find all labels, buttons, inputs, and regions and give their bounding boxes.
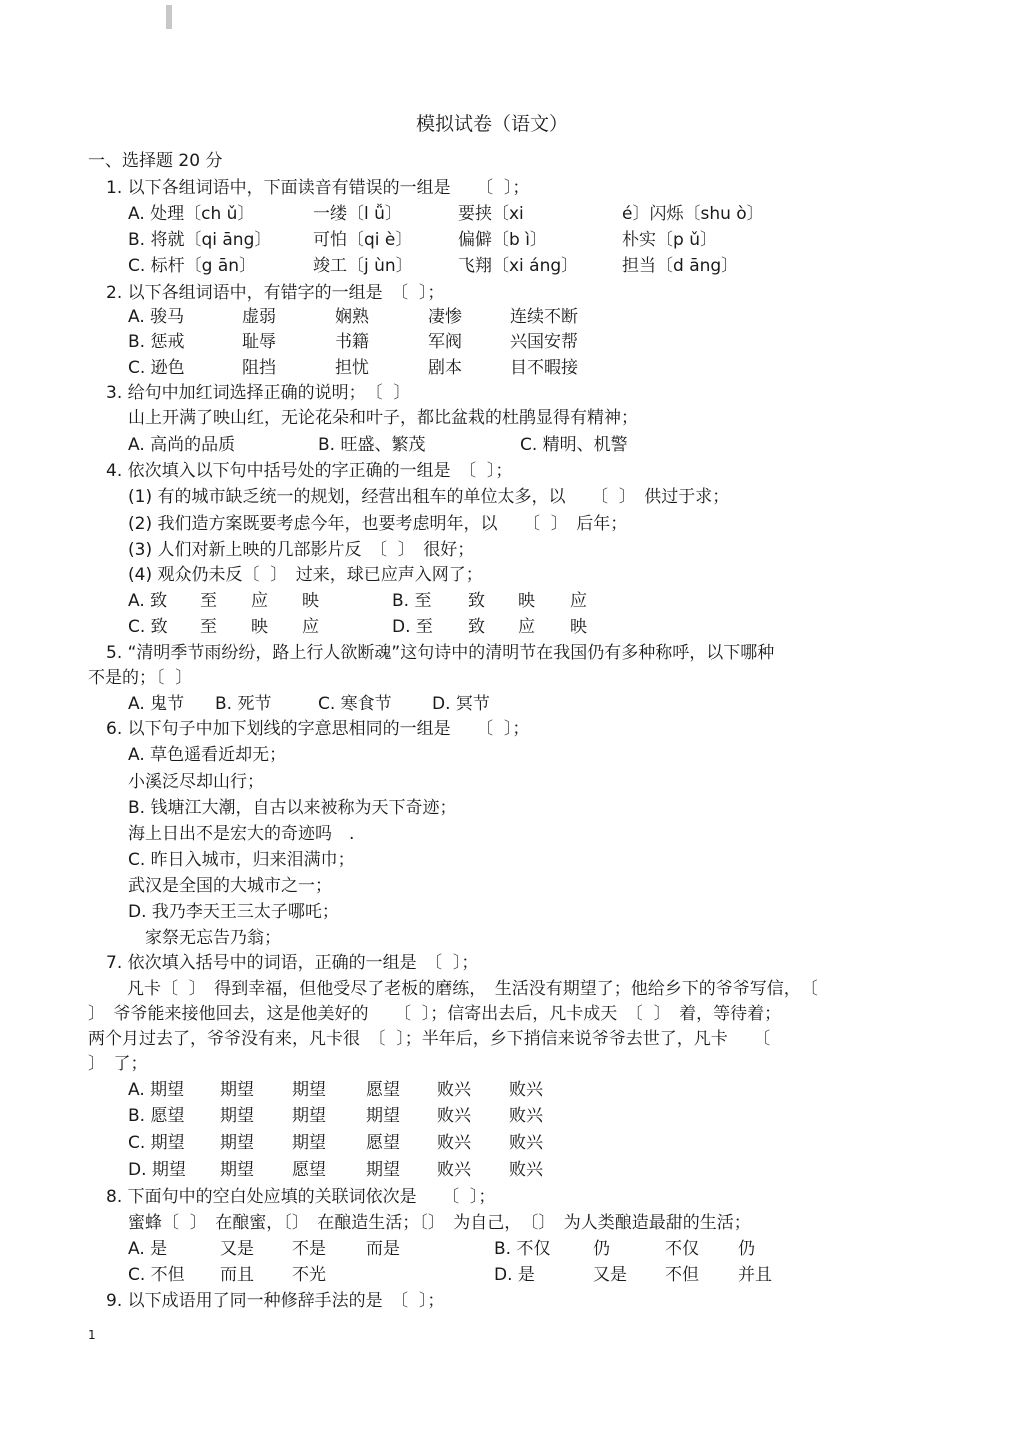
q4-item-3: (3) 人们对新上映的几部影片反 〔 〕 很好； bbox=[128, 540, 475, 560]
q8-option-cell: 仍 bbox=[593, 1239, 610, 1259]
q8-option-cell: 而且 bbox=[220, 1265, 254, 1285]
q4-option-cell: D. 至 bbox=[392, 617, 433, 637]
q8-option-cell: 不是 bbox=[292, 1239, 326, 1259]
q7-option-cell: 败兴 bbox=[437, 1106, 471, 1126]
q5-stem-continued: 不是的；〔 〕 bbox=[88, 668, 193, 688]
q7-option-cell: 败兴 bbox=[437, 1160, 471, 1180]
q4-option-cell: 映 bbox=[302, 591, 319, 611]
q8-stem: 8. 下面句中的空白处应填的关联词依次是 〔 〕； bbox=[106, 1187, 496, 1207]
q6-line: 海上日出不是宏大的奇迹吗 . bbox=[128, 824, 355, 844]
q8-option-cell: A. 是 bbox=[128, 1239, 168, 1259]
q7-option-cell: 愿望 bbox=[366, 1133, 400, 1153]
q4-option-cell: 映 bbox=[518, 591, 535, 611]
q3-option-c: C. 精明、机警 bbox=[520, 435, 628, 455]
q5-option-b: B. 死节 bbox=[215, 694, 272, 714]
q6-line: C. 昨日入城市，归来泪满巾； bbox=[128, 850, 355, 870]
q7-option-cell: A. 期望 bbox=[128, 1080, 185, 1100]
q7-option-cell: 期望 bbox=[292, 1133, 326, 1153]
q4-option-cell: 映 bbox=[570, 617, 587, 637]
q7-option-cell: 败兴 bbox=[509, 1160, 543, 1180]
q8-option-cell: B. 不仅 bbox=[494, 1239, 551, 1259]
q7-option-cell: D. 期望 bbox=[128, 1160, 186, 1180]
q1-option-cell: 可怕〔qi è〕 bbox=[313, 230, 413, 250]
q1-option-cell: 担当〔d āng〕 bbox=[622, 256, 739, 276]
q7-option-cell: 期望 bbox=[220, 1080, 254, 1100]
q7-option-cell: 败兴 bbox=[509, 1106, 543, 1126]
q2-stem: 2. 以下各组词语中，有错字的一组是 〔 〕； bbox=[106, 283, 445, 303]
q4-option-cell: A. 致 bbox=[128, 591, 168, 611]
q4-option-cell: 至 bbox=[200, 617, 217, 637]
q1-option-cell: A. 处理〔ch ǔ〕 bbox=[128, 204, 255, 224]
q3-sentence: 山上开满了映山红，无论花朵和叶子，都比盆栽的杜鹃显得有精神； bbox=[128, 408, 638, 428]
q9-stem: 9. 以下成语用了同一种修辞手法的是 〔 〕； bbox=[106, 1291, 445, 1311]
q1-option-cell: 偏僻〔b ì〕 bbox=[458, 230, 547, 250]
q8-option-cell: 又是 bbox=[593, 1265, 627, 1285]
q2-word-cell: 连续不断 bbox=[510, 307, 578, 327]
q7-passage-line: 两个月过去了，爷爷没有来，凡卡很 〔 〕；半年后，乡下捎信来说爷爷去世了，凡卡 〔 bbox=[88, 1029, 771, 1049]
q7-option-cell: 期望 bbox=[366, 1106, 400, 1126]
q1-stem: 1. 以下各组词语中，下面读音有错误的一组是 〔 〕； bbox=[106, 178, 530, 198]
q1-option-cell: B. 将就〔qi āng〕 bbox=[128, 230, 272, 250]
q4-option-cell: 应 bbox=[570, 591, 587, 611]
q2-word-cell: 军阀 bbox=[428, 332, 462, 352]
q2-word-cell: 耻辱 bbox=[242, 332, 276, 352]
q7-option-cell: B. 愿望 bbox=[128, 1106, 185, 1126]
q4-item-4: (4) 观众仍未反〔 〕 过来，球已应声入网了； bbox=[128, 565, 483, 585]
page-number: 1 bbox=[88, 1328, 96, 1342]
q4-stem: 4. 依次填入以下句中括号处的字正确的一组是 〔 〕； bbox=[106, 461, 513, 481]
q4-option-cell: 映 bbox=[251, 617, 268, 637]
q6-line: 武汉是全国的大城市之一； bbox=[128, 876, 332, 896]
q4-option-cell: 致 bbox=[468, 591, 485, 611]
q2-word-cell: 担忧 bbox=[335, 358, 369, 378]
q1-option-cell: C. 标杆〔g ān〕 bbox=[128, 256, 257, 276]
q2-word-cell: 阻挡 bbox=[242, 358, 276, 378]
q7-option-cell: 败兴 bbox=[437, 1080, 471, 1100]
q4-option-cell: 应 bbox=[251, 591, 268, 611]
q1-option-cell: 飞翔〔xi áng〕 bbox=[458, 256, 579, 276]
q3-option-a: A. 高尚的品质 bbox=[128, 435, 236, 455]
q7-option-cell: 期望 bbox=[292, 1106, 326, 1126]
q2-word-cell: 目不暇接 bbox=[510, 358, 578, 378]
q7-stem: 7. 依次填入括号中的词语，正确的一组是 〔 〕； bbox=[106, 953, 479, 973]
q1-option-cell: 一缕〔l ǚ〕 bbox=[313, 204, 402, 224]
q7-option-cell: 期望 bbox=[366, 1160, 400, 1180]
q7-passage-line: 〕 爷爷能来接他回去，这是他美好的 〔 〕；信寄出去后，凡卡成天 〔 〕 着，等待着； bbox=[88, 1004, 782, 1024]
q7-option-cell: 期望 bbox=[220, 1106, 254, 1126]
q1-option-cell: 朴实〔p ǔ〕 bbox=[622, 230, 717, 250]
q2-word-cell: B. 惩戒 bbox=[128, 332, 185, 352]
q7-option-cell: 愿望 bbox=[366, 1080, 400, 1100]
q6-line: D. 我乃李天王三太子哪吒； bbox=[128, 902, 339, 922]
q4-option-cell: C. 致 bbox=[128, 617, 168, 637]
q1-option-cell: 要挟〔xi bbox=[458, 204, 524, 224]
q8-sentence: 蜜蜂〔 〕 在酿蜜，〔〕 在酿造生活；〔〕 为自己， 〔〕 为人类酿造最甜的生活； bbox=[128, 1213, 751, 1233]
q7-option-cell: 愿望 bbox=[292, 1160, 326, 1180]
q8-option-cell: 仍 bbox=[738, 1239, 755, 1259]
q1-option-cell: 竣工〔j ùn〕 bbox=[313, 256, 413, 276]
q4-option-cell: 应 bbox=[302, 617, 319, 637]
scan-mark bbox=[166, 5, 172, 29]
q6-line: 小溪泛尽却山行； bbox=[128, 772, 264, 792]
q2-word-cell: 凄惨 bbox=[428, 307, 462, 327]
q2-word-cell: C. 逊色 bbox=[128, 358, 185, 378]
q2-word-cell: 娴熟 bbox=[335, 307, 369, 327]
q8-option-cell: C. 不但 bbox=[128, 1265, 185, 1285]
q8-option-cell: 而是 bbox=[366, 1239, 400, 1259]
q3-stem: 3. 给句中加红词选择正确的说明； 〔 〕 bbox=[106, 383, 411, 403]
q3-option-b: B. 旺盛、繁茂 bbox=[318, 435, 426, 455]
q7-option-cell: 败兴 bbox=[509, 1080, 543, 1100]
q2-word-cell: A. 骏马 bbox=[128, 307, 185, 327]
q6-line: B. 钱塘江大潮，自古以来被称为天下奇迹； bbox=[128, 798, 457, 818]
q1-option-cell: é〕闪烁〔shu ò〕 bbox=[622, 204, 764, 224]
q2-word-cell: 书籍 bbox=[335, 332, 369, 352]
q7-option-cell: 期望 bbox=[220, 1133, 254, 1153]
q8-option-cell: 不但 bbox=[665, 1265, 699, 1285]
q6-stem: 6. 以下句子中加下划线的字意思相同的一组是 〔 〕； bbox=[106, 719, 530, 739]
q8-option-cell: 不仅 bbox=[665, 1239, 699, 1259]
q5-option-d: D. 冥节 bbox=[432, 694, 490, 714]
q8-option-cell: 不光 bbox=[292, 1265, 326, 1285]
q2-word-cell: 虚弱 bbox=[242, 307, 276, 327]
q6-line: A. 草色遥看近却无； bbox=[128, 745, 287, 765]
q7-option-cell: 败兴 bbox=[509, 1133, 543, 1153]
q2-word-cell: 兴国安帮 bbox=[510, 332, 578, 352]
q5-option-a: A. 鬼节 bbox=[128, 694, 185, 714]
q2-word-cell: 剧本 bbox=[428, 358, 462, 378]
q7-passage-line: 凡卡〔 〕 得到幸福，但他受尽了老板的磨练， 生活没有期望了；他给乡下的爷爷写信， 〔 bbox=[110, 979, 818, 999]
q7-option-cell: 期望 bbox=[220, 1160, 254, 1180]
q4-option-cell: 应 bbox=[518, 617, 535, 637]
q4-option-cell: B. 至 bbox=[392, 591, 432, 611]
q5-option-c: C. 寒食节 bbox=[318, 694, 392, 714]
q5-stem: 5. “清明季节雨纷纷，路上行人欲断魂”这句诗中的清明节在我国仍有多种称呼，以下哪种 bbox=[106, 643, 775, 663]
q7-option-cell: 败兴 bbox=[437, 1133, 471, 1153]
q7-passage-line: 〕 了； bbox=[88, 1054, 148, 1074]
q4-option-cell: 致 bbox=[468, 617, 485, 637]
q7-option-cell: C. 期望 bbox=[128, 1133, 185, 1153]
page-title: 模拟试卷（语文） bbox=[416, 113, 569, 135]
q4-item-1: (1) 有的城市缺乏统一的规划，经营出租车的单位太多，以 〔 〕 供过于求； bbox=[128, 487, 730, 507]
q4-option-cell: 至 bbox=[200, 591, 217, 611]
q7-option-cell: 期望 bbox=[292, 1080, 326, 1100]
q8-option-cell: 并且 bbox=[738, 1265, 772, 1285]
q4-item-2: (2) 我们造方案既要考虑今年，也要考虑明年，以 〔 〕 后年； bbox=[128, 514, 628, 534]
section-heading: 一、选择题 20 分 bbox=[88, 151, 223, 171]
q6-line: 家祭无忘告乃翁； bbox=[128, 928, 281, 948]
q8-option-cell: D. 是 bbox=[494, 1265, 535, 1285]
q8-option-cell: 又是 bbox=[220, 1239, 254, 1259]
